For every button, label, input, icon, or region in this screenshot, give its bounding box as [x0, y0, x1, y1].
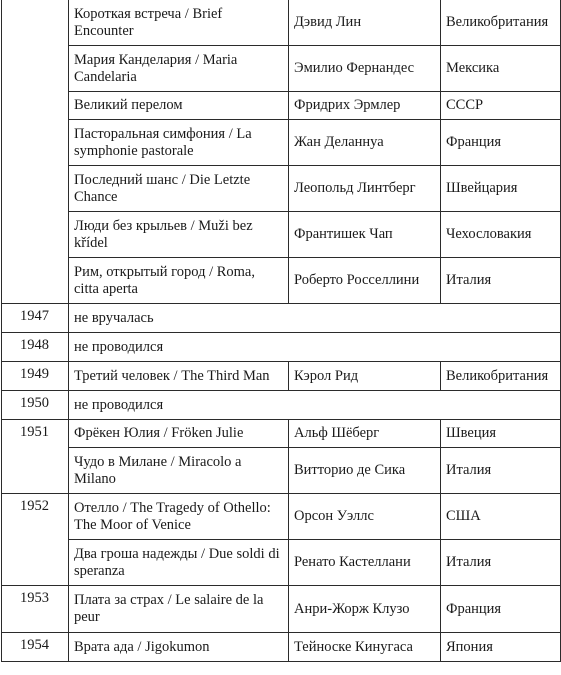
- awards-table: [1, 0, 561, 662]
- film-cell: Пасторальная симфония / La symphonie pastorale: [69, 120, 289, 166]
- film-cell: Два гроша надежды / Due soldi di speranza: [69, 540, 289, 586]
- table-row-note: [2, 304, 561, 333]
- table-row: [2, 0, 561, 46]
- film-cell: Отелло / The Tragedy of Othello: The Moor of Venice: [69, 494, 289, 540]
- film-cell: Люди без крыльев / Muži bez křídel: [69, 212, 289, 258]
- note-cell: не проводился: [69, 391, 561, 420]
- table-row: [2, 92, 561, 120]
- director-cell: Эмилио Фернандес: [289, 46, 441, 92]
- table-row: [2, 362, 561, 391]
- film-cell: Короткая встреча / Brief Encounter: [69, 0, 289, 46]
- table-row: [2, 212, 561, 258]
- country-cell: Мексика: [441, 46, 561, 92]
- director-cell: Ренато Кастеллани: [289, 540, 441, 586]
- table-row: [2, 540, 561, 586]
- director-cell: Франтишек Чап: [289, 212, 441, 258]
- country-cell: Италия: [441, 540, 561, 586]
- country-cell: Франция: [441, 120, 561, 166]
- table-row: [2, 46, 561, 92]
- country-cell: Швеция: [441, 420, 561, 448]
- table-row: [2, 166, 561, 212]
- country-cell: Великобритания: [441, 362, 561, 391]
- film-cell: Чудо в Милане / Miracolo a Milano: [69, 448, 289, 494]
- country-cell: США: [441, 494, 561, 540]
- table-row: [2, 120, 561, 166]
- director-cell: Дэвид Лин: [289, 0, 441, 46]
- table-row: [2, 586, 561, 633]
- country-cell: Италия: [441, 448, 561, 494]
- film-cell: Великий перелом: [69, 92, 289, 120]
- director-cell: Роберто Росселлини: [289, 258, 441, 304]
- director-cell: Жан Деланнуа: [289, 120, 441, 166]
- note-cell: не проводился: [69, 333, 561, 362]
- director-cell: Тейноске Кинугаса: [289, 633, 441, 662]
- year-cell: 1950: [2, 391, 69, 420]
- table-row: [2, 633, 561, 662]
- year-cell: 1949: [2, 362, 69, 391]
- country-cell: Франция: [441, 586, 561, 633]
- country-cell: СССР: [441, 92, 561, 120]
- film-cell: Фрёкен Юлия / Fröken Julie: [69, 420, 289, 448]
- director-cell: Анри-Жорж Клузо: [289, 586, 441, 633]
- note-cell: не вручалась: [69, 304, 561, 333]
- film-cell: Рим, открытый город / Roma, citta aperta: [69, 258, 289, 304]
- country-cell: Чехословакия: [441, 212, 561, 258]
- film-cell: Мария Канделария / Maria Candelaria: [69, 46, 289, 92]
- film-cell: Последний шанс / Die Letzte Chance: [69, 166, 289, 212]
- table-row-note: [2, 391, 561, 420]
- year-cell: 1948: [2, 333, 69, 362]
- director-cell: Фридрих Эрмлер: [289, 92, 441, 120]
- director-cell: Витторио де Сика: [289, 448, 441, 494]
- year-cell: 1954: [2, 633, 69, 662]
- table-row: [2, 420, 561, 448]
- director-cell: Альф Шёберг: [289, 420, 441, 448]
- director-cell: Леопольд Линтберг: [289, 166, 441, 212]
- awards-table-body: [2, 0, 561, 662]
- director-cell: Орсон Уэллс: [289, 494, 441, 540]
- director-cell: Кэрол Рид: [289, 362, 441, 391]
- country-cell: Италия: [441, 258, 561, 304]
- table-row: [2, 258, 561, 304]
- film-cell: Третий человек / The Third Man: [69, 362, 289, 391]
- table-row: [2, 448, 561, 494]
- year-cell: 1952: [2, 494, 69, 586]
- film-cell: Врата ада / Jigokumon: [69, 633, 289, 662]
- year-cell: 1947: [2, 304, 69, 333]
- film-cell: Плата за страх / Le salaire de la peur: [69, 586, 289, 633]
- table-row-note: [2, 333, 561, 362]
- table-row: [2, 494, 561, 540]
- year-cell: [2, 0, 69, 304]
- year-cell: 1951: [2, 420, 69, 494]
- year-cell: 1953: [2, 586, 69, 633]
- country-cell: Швейцария: [441, 166, 561, 212]
- country-cell: Великобритания: [441, 0, 561, 46]
- country-cell: Япония: [441, 633, 561, 662]
